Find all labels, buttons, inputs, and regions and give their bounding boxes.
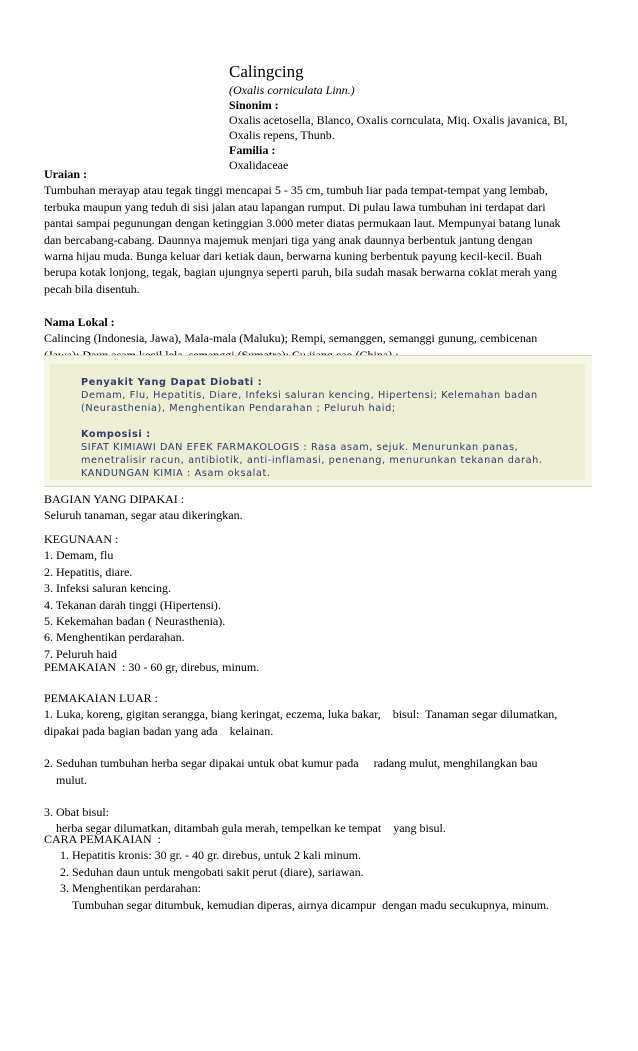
komposisi-line: SIFAT KIMIAWI DAN EFEK FARMAKOLOGIS : Rasa asam, sejuk. Menurunkan panas, xyxy=(81,442,519,453)
kegunaan-item: 1. Demam, flu xyxy=(44,548,114,563)
nama-lokal-label: Nama Lokal : xyxy=(44,315,115,329)
cara-item: 2. Seduhan daun untuk mengobati sakit perut (diare), sariawan. xyxy=(60,864,364,879)
nama-lokal-line: Calincing (Indonesia, Jawa), Mala-mala (Maluku); Rempi, semanggen, semanggi gunung, cembicenan xyxy=(44,331,538,346)
sinonim-text-1: Oxalis acetosella, Blanco, Oxalis cornculata, Miq. Oxalis javanica, Bl, xyxy=(229,113,568,127)
pemakaian-text: PEMAKAIAN : 30 - 60 gr, direbus, minum. xyxy=(44,660,260,674)
kegunaan-section xyxy=(44,531,594,662)
uraian-line: terbuka maupun yang teduh di sisi jalan atau lapangan rumput. Di pulau lawa tumbuhan ini terdapat dari xyxy=(44,199,546,214)
komposisi-line: menetralisir racun, antibiotik, anti-inflamasi, penenang, menurunkan tekanan darah. xyxy=(81,455,543,466)
bagian-section xyxy=(44,491,594,524)
sinonim-text-2: Oxalis repens, Thunb. xyxy=(229,128,335,142)
penyakit-line: Demam, Flu, Hepatitis, Diare, Infeksi saluran kencing, Hipertensi; Kelemahan badan xyxy=(81,390,538,401)
cara-section xyxy=(44,831,594,913)
uraian-line: pantai sampai pegunungan dengan ketinggian 3.000 meter diatas permukaan laut. Mempunyai batang lunak xyxy=(44,216,561,231)
familia-label: Familia : xyxy=(229,143,276,157)
pemakaian-luar-item2-line1: 2. Seduhan tumbuhan herba segar dipakai untuk obat kumur pada radang mulut, menghilangkan bau xyxy=(44,756,538,771)
pemakaian-section xyxy=(44,659,594,675)
info-box-text xyxy=(81,376,551,480)
uraian-section xyxy=(44,166,594,297)
pemakaian-luar-label: PEMAKAIAN LUAR : xyxy=(44,691,158,705)
pemakaian-luar-item2-line2: mulut. xyxy=(56,772,88,787)
komposisi-label: Komposisi : xyxy=(81,429,151,440)
page-title: Calingcing xyxy=(229,62,304,81)
kegunaan-item: 3. Infeksi saluran kencing. xyxy=(44,581,171,596)
pemakaian-luar-section xyxy=(44,690,594,837)
bagian-text: Seluruh tanaman, segar atau dikeringkan. xyxy=(44,508,243,523)
pemakaian-luar-item3-line1: 3. Obat bisul: xyxy=(44,805,109,820)
cara-label: CARA PEMAKAIAN : xyxy=(44,832,162,846)
uraian-line: Tumbuhan merayap atau tegak tinggi mencapai 5 - 35 cm, tumbuh liar pada tempat-tempat yang lembab, xyxy=(44,183,548,198)
komposisi-line: KANDUNGAN KIMIA : Asam oksalat. xyxy=(81,468,271,479)
kegunaan-item: 6. Menghentikan perdarahan. xyxy=(44,630,185,645)
pemakaian-luar-item3-line2: herba segar dilumatkan, ditambah gula merah, tempelkan ke tempat yang bisul. xyxy=(56,821,446,836)
kegunaan-item: 7. Peluruh haid xyxy=(44,646,117,661)
bagian-label: BAGIAN YANG DIPAKAI : xyxy=(44,492,185,506)
uraian-line: warna hijau muda. Bunga keluar dari ketiak daun, berwarna kuning berbentuk payung kecil-kecil. Buah xyxy=(44,249,542,264)
familia-text: Oxalidaceae xyxy=(229,158,289,172)
cara-sub: Tumbuhan segar ditumbuk, kemudian diperas, airnya dicampur dengan madu secukupnya, minum. xyxy=(72,897,550,912)
uraian-label: Uraian : xyxy=(44,167,87,181)
pemakaian-luar-item1-line2: dipakai pada bagian badan yang ada kelainan. xyxy=(44,723,274,738)
latin-name: (Oxalis corniculata Linn.) xyxy=(229,83,355,97)
uraian-line: dan bercabang-cabang. Daunnya majemuk menjari tiga yang anak daunnya berbentuk jantung dengan xyxy=(44,232,533,247)
pemakaian-luar-item1-line1: 1. Luka, koreng, gigitan serangga, biang keringat, eczema, luka bakar, bisul: Tanaman segar dilumatkan, xyxy=(44,707,558,722)
penyakit-line: (Neurasthenia), Menghentikan Pendarahan ; Peluruh haid; xyxy=(81,403,396,414)
kegunaan-label: KEGUNAAN : xyxy=(44,532,119,546)
sinonim-label: Sinonim : xyxy=(229,98,279,112)
penyakit-label: Penyakit Yang Dapat Diobati : xyxy=(81,377,263,388)
uraian-line: pecah bila disentuh. xyxy=(44,281,140,296)
cara-item: 3. Menghentikan perdarahan: xyxy=(60,881,201,896)
kegunaan-item: 4. Tekanan darah tinggi (Hipertensi). xyxy=(44,597,221,612)
kegunaan-item: 2. Hepatitis, diare. xyxy=(44,564,133,579)
kegunaan-item: 5. Kekemahan badan ( Neurasthenia). xyxy=(44,614,226,629)
header-block xyxy=(229,62,629,173)
cara-item: 1. Hepatitis kronis: 30 gr. - 40 gr. direbus, untuk 2 kali minum. xyxy=(60,848,361,863)
uraian-line: berupa kotak lonjong, tegak, bagian ujungnya seperti paruh, bila sudah masak berwarna coklat merah yang xyxy=(44,265,557,280)
